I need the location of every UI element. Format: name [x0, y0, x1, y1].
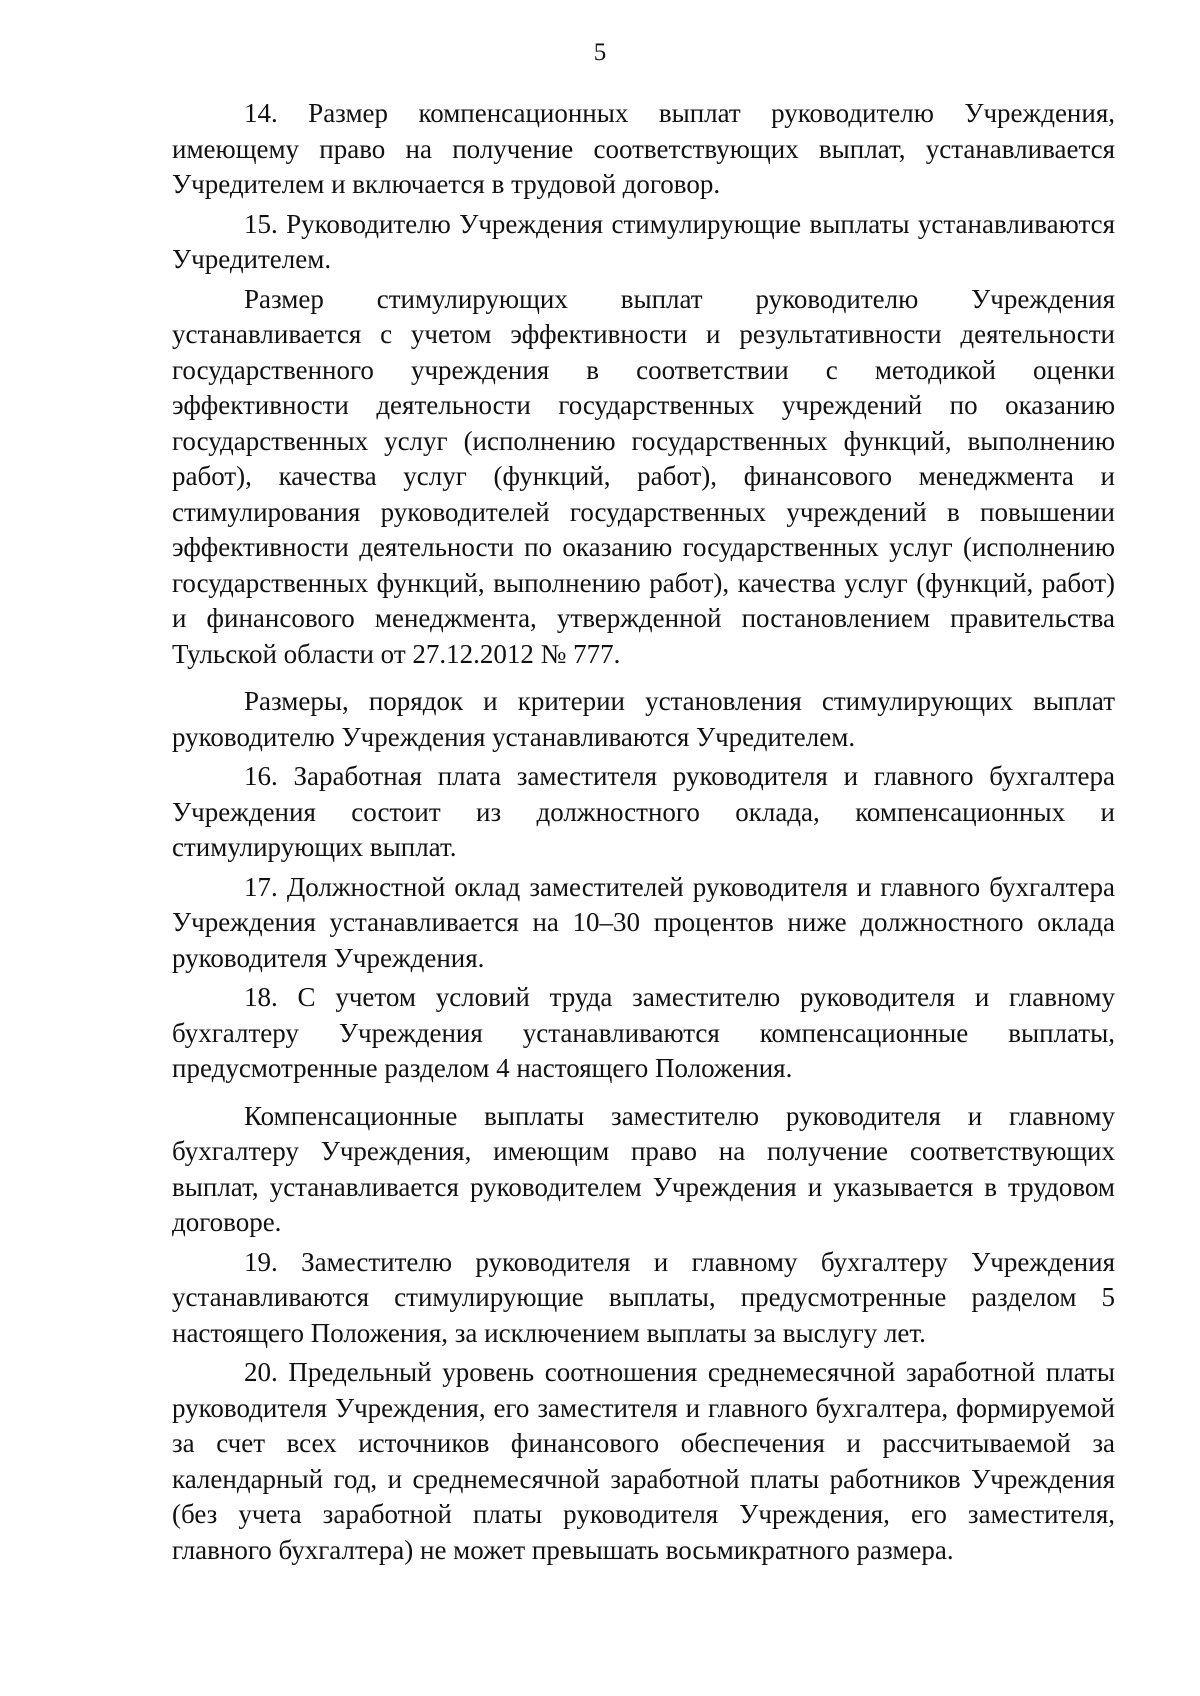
paragraph-18-compensation: Компенсационные выплаты заместителю руководителя и главному бухгалтеру Учреждения, имеющим право на получение соответствующих выплат, устанавливается руководителем Учреждения и указывается в трудовом договоре.: [172, 1100, 1115, 1237]
page-number: 5: [593, 39, 607, 66]
paragraph-15-stimulus-size: Размер стимулирующих выплат руководителю Учреждения устанавливается с учетом эффективности и результативности деятельности государственного учреждения в соответствии с методикой оценки эффективности деятельности государственных учреждений по оказанию государственных услуг (исполнению государственных функций, выполнению работ), качества услуг (функций, работ), финансового менеджмента и стимулирования руководителей государственных учреждений в повышении эффективности деятельности по оказанию государственных услуг (исполнению государственных функций, выполнению работ), качества услуг (функций, работ) и финансового менеджмента, утвержденной постановлением правительства Тульской области от 27.12.2012 № 777.: [172, 283, 1115, 669]
paragraph-20: 20. Предельный уровень соотношения среднемесячной заработной платы руководителя Учреждения, его заместителя и главного бухгалтера, формируемой за счет всех источников финансового обеспечения и рассчитываемой за календарный год, и среднемесячной заработной платы работников Учреждения (без учета заработной платы руководителя Учреждения, его заместителя, главного бухгалтера) не может превышать восьмикратного размера.: [172, 1357, 1115, 1565]
paragraph-14: 14. Размер компенсационных выплат руководителю Учреждения, имеющему право на получение соответствующих выплат, устанавливается Учредителем и включается в трудовой договор.: [172, 98, 1115, 199]
paragraph-19: 19. Заместителю руководителя и главному бухгалтеру Учреждения устанавливаются стимулирующие выплаты, предусмотренные разделом 5 настоящего Положения, за исключением выплаты за выслугу лет.: [172, 1246, 1115, 1348]
paragraph-15-criteria: Размеры, порядок и критерии установления стимулирующих выплат руководителю Учреждения устанавливаются Учредителем.: [172, 686, 1115, 752]
document-body: [172, 96, 1115, 1568]
paragraph-16: 16. Заработная плата заместителя руководителя и главного бухгалтера Учреждения состоит из должностного оклада, компенсационных и стимулирующих выплат.: [172, 761, 1115, 862]
paragraph-17: 17. Должностной оклад заместителей руководителя и главного бухгалтера Учреждения устанавливается на 10–30 процентов ниже должностного оклада руководителя Учреждения.: [172, 871, 1115, 973]
paragraph-18: 18. С учетом условий труда заместителю руководителя и главному бухгалтеру Учреждения устанавливаются компенсационные выплаты, предусмотренные разделом 4 настоящего Положения.: [172, 982, 1115, 1083]
paragraph-15: 15. Руководителю Учреждения стимулирующие выплаты устанавливаются Учредителем.: [172, 208, 1115, 274]
